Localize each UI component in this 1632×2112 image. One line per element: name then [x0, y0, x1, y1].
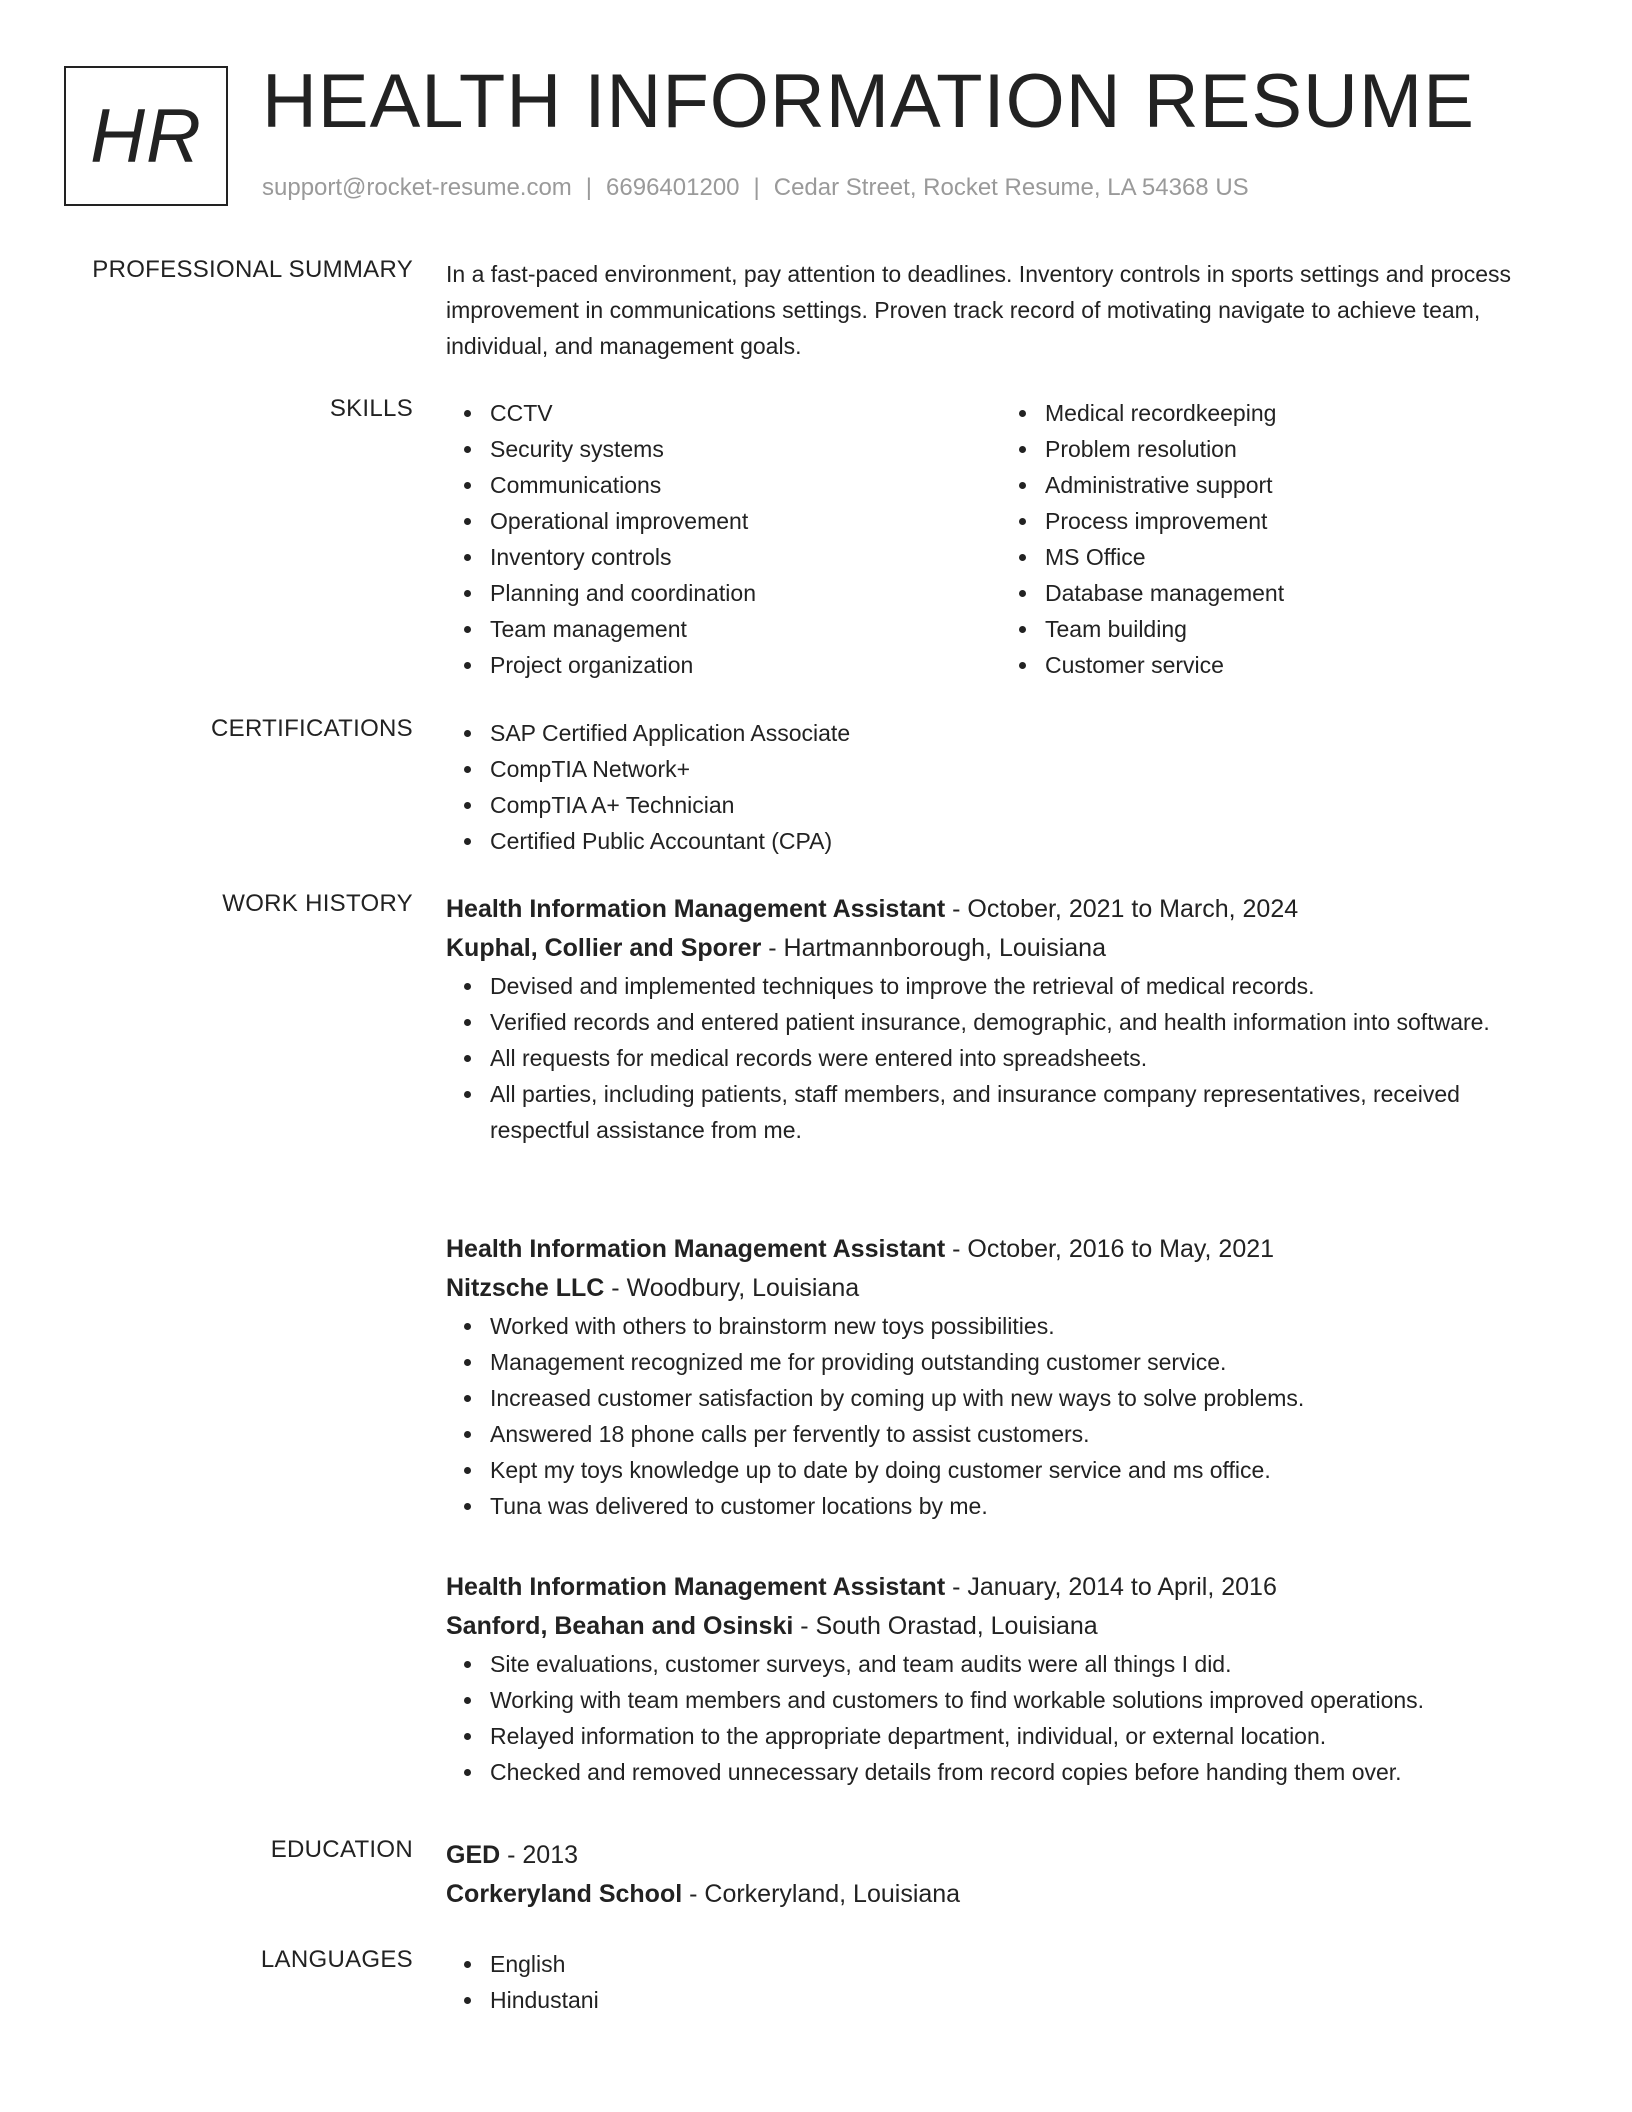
- education-body: [446, 1836, 1556, 1914]
- contact-separator: |: [753, 174, 760, 201]
- languages-list: [446, 1946, 1556, 2018]
- skill-item: Inventory controls: [490, 539, 1001, 575]
- job-bullet: Management recognized me for providing outstanding customer service.: [490, 1344, 1556, 1380]
- certification-item: CompTIA A+ Technician: [490, 787, 1556, 823]
- summary-text: In a fast-paced environment, pay attention to deadlines. Inventory controls in sports settings and process improvement in communications settings. Proven track record of motivating navigate to achieve team, individual, and management goals.: [446, 261, 1511, 359]
- job-location: - Hartmannborough, Louisiana: [761, 934, 1106, 962]
- section-label-work-history: WORK HISTORY: [222, 890, 413, 917]
- job-dates: - October, 2021 to March, 2024: [945, 895, 1299, 923]
- job-title: Health Information Management Assistant: [446, 1235, 946, 1263]
- job-title-line: [446, 890, 1556, 929]
- job-bullet: Verified records and entered patient insurance, demographic, and health information into software.: [490, 1004, 1556, 1040]
- language-item: Hindustani: [490, 1982, 1556, 2018]
- education-year: - 2013: [500, 1841, 579, 1869]
- education-school-line: [446, 1875, 1556, 1914]
- job-title-line: [446, 1230, 1556, 1269]
- skill-item: Medical recordkeeping: [1045, 395, 1556, 431]
- job-bullets: [446, 1646, 1556, 1790]
- skill-item: Process improvement: [1045, 503, 1556, 539]
- job-dates: - October, 2016 to May, 2021: [945, 1235, 1275, 1263]
- job-title: Health Information Management Assistant: [446, 1573, 946, 1601]
- job-company-line: [446, 1269, 1556, 1308]
- section-label-languages: LANGUAGES: [260, 1946, 413, 1973]
- monogram-logo: HR: [64, 66, 228, 206]
- job-entry: [446, 1230, 1556, 1524]
- job-company-line: [446, 1607, 1556, 1646]
- section-label-education: EDUCATION: [270, 1836, 413, 1863]
- skill-item: Operational improvement: [490, 503, 1001, 539]
- contact-line: [262, 174, 1249, 202]
- skill-item: Administrative support: [1045, 467, 1556, 503]
- job-company: Kuphal, Collier and Sporer: [446, 934, 762, 962]
- job-bullet: Worked with others to brainstorm new toys possibilities.: [490, 1308, 1556, 1344]
- language-item: English: [490, 1946, 1556, 1982]
- skill-item: Team building: [1045, 611, 1556, 647]
- section-label-summary: PROFESSIONAL SUMMARY: [92, 256, 413, 283]
- job-title: Health Information Management Assistant: [446, 895, 946, 923]
- education-degree-line: [446, 1836, 1556, 1875]
- job-location: - South Orastad, Louisiana: [793, 1612, 1098, 1640]
- job-bullet: Checked and removed unnecessary details from record copies before handing them over.: [490, 1754, 1556, 1790]
- languages-body: [446, 1946, 1556, 2018]
- contact-address: Cedar Street, Rocket Resume, LA 54368 US: [773, 174, 1249, 201]
- education-school: Corkeryland School: [446, 1880, 683, 1908]
- certification-item: SAP Certified Application Associate: [490, 715, 1556, 751]
- job-dates: - January, 2014 to April, 2016: [945, 1573, 1277, 1601]
- work-history-body: [446, 890, 1556, 1785]
- job-bullet: Devised and implemented techniques to improve the retrieval of medical records.: [490, 968, 1556, 1004]
- skills-body: [446, 395, 1556, 683]
- job-bullets: [446, 968, 1556, 1148]
- certification-item: CompTIA Network+: [490, 751, 1556, 787]
- skill-item: MS Office: [1045, 539, 1556, 575]
- job-company: Sanford, Beahan and Osinski: [446, 1612, 794, 1640]
- job-title-line: [446, 1568, 1556, 1607]
- section-label-skills: SKILLS: [329, 395, 413, 422]
- job-entry: [446, 1568, 1556, 1790]
- certifications-body: [446, 715, 1556, 859]
- job-bullet: All parties, including patients, staff members, and insurance company representatives, received respectful assistance from me.: [490, 1076, 1556, 1148]
- certifications-list: [446, 715, 1556, 859]
- job-location: - Woodbury, Louisiana: [604, 1274, 860, 1302]
- summary-body: [446, 256, 1556, 364]
- skill-item: Customer service: [1045, 647, 1556, 683]
- skill-item: Planning and coordination: [490, 575, 1001, 611]
- skill-item: Database management: [1045, 575, 1556, 611]
- job-company-line: [446, 929, 1556, 968]
- skills-list-col1: [446, 395, 1001, 683]
- section-label-certifications: CERTIFICATIONS: [211, 715, 413, 742]
- job-bullet: Relayed information to the appropriate department, individual, or external location.: [490, 1718, 1556, 1754]
- job-company: Nitzsche LLC: [446, 1274, 605, 1302]
- job-bullet: Answered 18 phone calls per fervently to assist customers.: [490, 1416, 1556, 1452]
- job-bullet: Increased customer satisfaction by coming up with new ways to solve problems.: [490, 1380, 1556, 1416]
- skill-item: CCTV: [490, 395, 1001, 431]
- resume-title: HEALTH INFORMATION RESUME: [262, 59, 1475, 144]
- education-degree: GED: [446, 1841, 501, 1869]
- contact-phone: 6696401200: [606, 174, 740, 201]
- skill-item: Security systems: [490, 431, 1001, 467]
- contact-separator: |: [585, 174, 593, 201]
- job-entry: [446, 890, 1556, 1148]
- certification-item: Certified Public Accountant (CPA): [490, 823, 1556, 859]
- job-bullets: [446, 1308, 1556, 1524]
- contact-email: support@rocket-resume.com: [262, 174, 572, 201]
- skill-item: Project organization: [490, 647, 1001, 683]
- job-bullet: All requests for medical records were entered into spreadsheets.: [490, 1040, 1556, 1076]
- skill-item: Communications: [490, 467, 1001, 503]
- job-bullet: Working with team members and customers to find workable solutions improved operations.: [490, 1682, 1556, 1718]
- job-bullet: Tuna was delivered to customer locations by me.: [490, 1488, 1556, 1524]
- job-bullet: Site evaluations, customer surveys, and team audits were all things I did.: [490, 1646, 1556, 1682]
- job-bullet: Kept my toys knowledge up to date by doing customer service and ms office.: [490, 1452, 1556, 1488]
- skills-list-col2: [1001, 395, 1556, 683]
- skill-item: Team management: [490, 611, 1001, 647]
- education-location: - Corkeryland, Louisiana: [682, 1880, 961, 1908]
- skill-item: Problem resolution: [1045, 431, 1556, 467]
